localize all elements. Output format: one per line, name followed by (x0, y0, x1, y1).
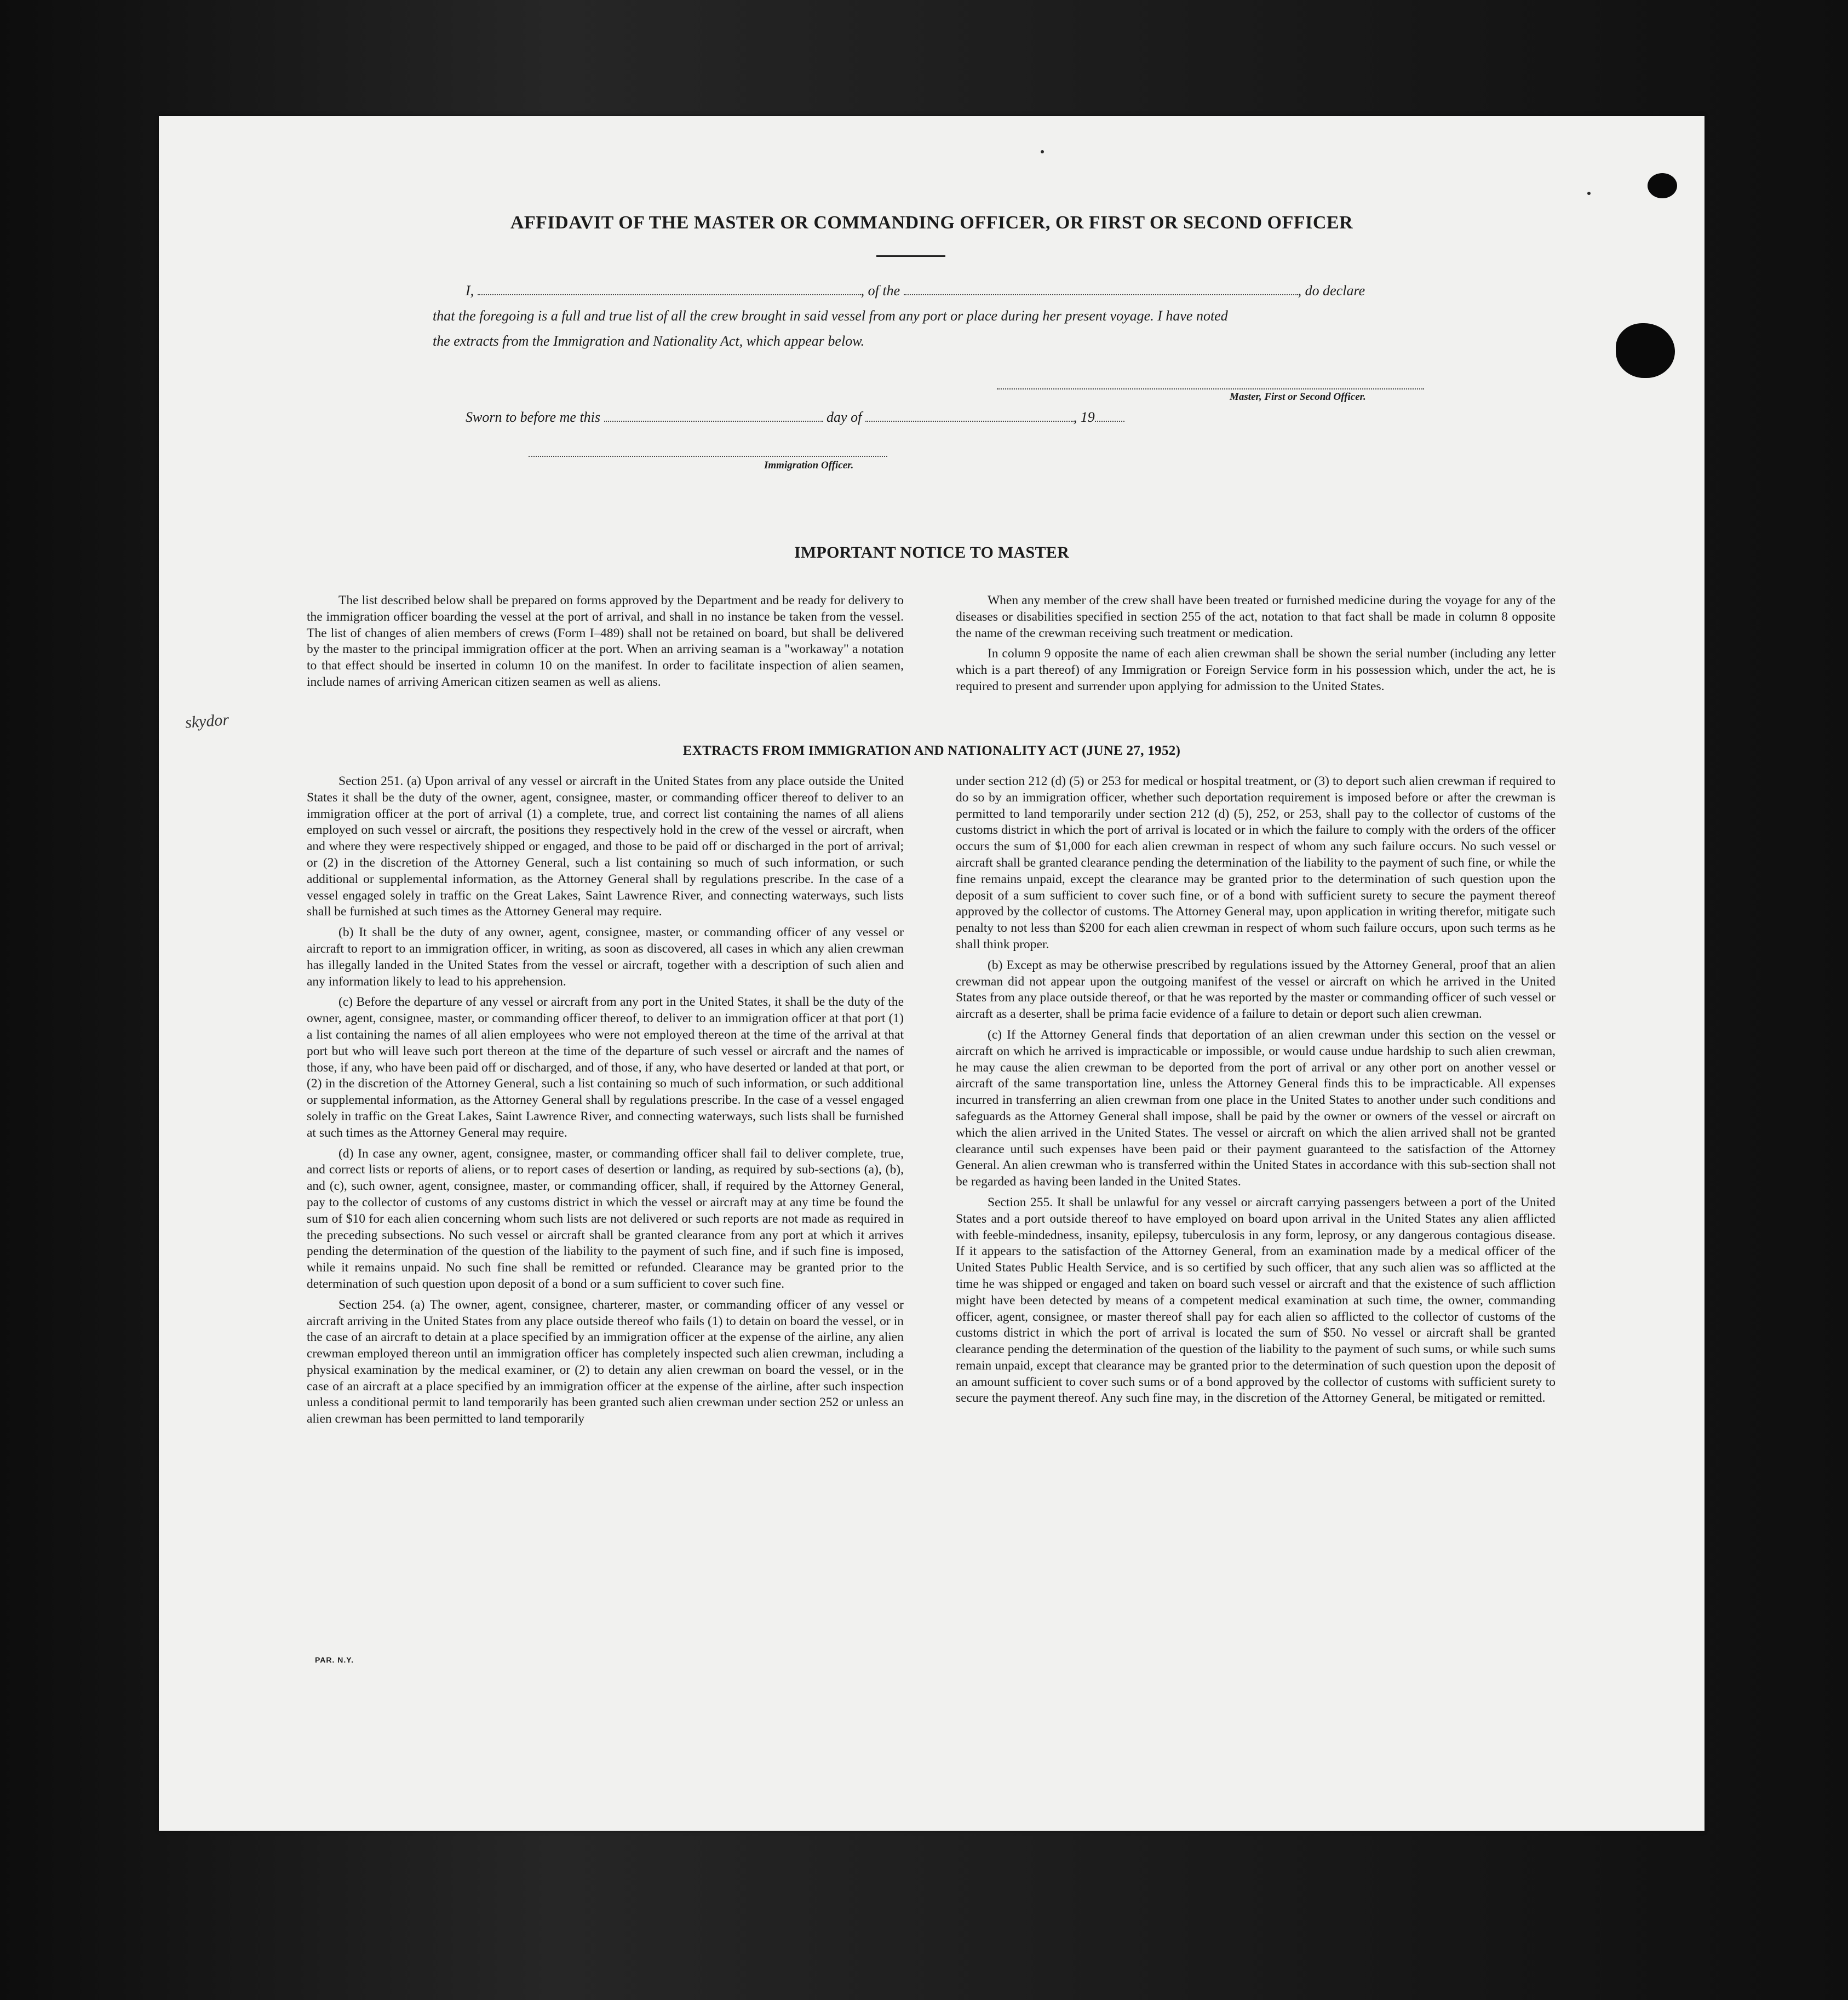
section-254-b: (b) Except as may be otherwise prescribed by regulations issued by the Attorney General, proof that an alien crewman did not appear upon the outgoing manifest of the vessel or aircraft on which he arrived in the United States from any place outside thereof, or that he was reported by the master or commanding officer of such vessel or aircraft as a deserter, shall be prima facie evidence of a failure to detain or deport such alien crewman. (956, 958, 1556, 1022)
speck (1587, 192, 1591, 195)
declaration-line-3: the extracts from the Immigration and Nationality Act, which appear below. (433, 333, 865, 349)
notice-right-column (956, 593, 1556, 700)
section-251-d: (d) In case any owner, agent, consignee, master, or commanding officer shall fail to deliver complete, true, and correct lists or reports of aliens, or to report cases of desertion or landing, as required by sub-sections (a), (b), and (c), such owner, agent, consignee, master, or commanding officer, shall, if required by the Attorney General, pay to the collector of customs of any customs district in which the vessel or aircraft may at any time be found the sum of $10 for each alien concerning whom such lists are not delivered or such reports are not made as required in the preceding subsections. No such vessel or aircraft shall be granted clearance from any port at which it arrives pending the determination of the question of the liability to the payment of such fine, and if such fine is imposed, while it remains unpaid. No such fine shall be remitted or refunded. Clearance may be granted prior to the determination of such question upon deposit of a bond or a sum sufficient to cover such fine. (307, 1146, 904, 1291)
sworn-month-blank (865, 410, 1074, 422)
name-blank (478, 283, 861, 295)
section-251-a: Section 251. (a) Upon arrival of any vessel or aircraft in the United States from any place outside the United States it shall be the duty of the owner, agent, consignee, master, or commanding officer thereof to deliver to an immigration officer at the port of arrival (1) a complete, true, and correct list containing the names of all aliens employed on such vessel or aircraft, the positions they respectively hold in the crew of the vessel or aircraft, when and where they were respectively shipped or engaged, and those to be paid off or discharged in the port of arrival; or (2) in the discretion of the Attorney General, such a list containing so much of such information, or such additional or supplemental information, as the Attorney General shall by regulations prescribe. In the case of a vessel engaged solely in traffic on the Great Lakes, Saint Lawrence River, and connecting waterways, such lists shall be furnished at such times as the Attorney General may require. (307, 774, 904, 919)
punch-hole (1616, 323, 1675, 378)
sworn-prefix: Sworn to before me this (466, 409, 601, 425)
affidavit-title: AFFIDAVIT OF THE MASTER OR COMMANDING OFFICER, OR FIRST OR SECOND OFFICER (510, 213, 1353, 233)
master-signature-line (997, 388, 1424, 389)
document-page (159, 116, 1704, 1831)
sworn-day-blank (604, 410, 823, 422)
declaration-line-2: that the foregoing is a full and true list of all the crew brought in said vessel from any port or place during her present voyage. I have noted (433, 308, 1228, 324)
notice-paragraph: In column 9 opposite the name of each alien crewman shall be shown the serial number (including any letter which is a part thereof) of any Immigration or Foreign Service form in his possession which, under the act, he is required to present and surrender upon applying for admission to the United States. (956, 646, 1556, 694)
printer-tag: PAR. N.Y. (315, 1655, 354, 1664)
title-rule (876, 255, 945, 257)
section-255: Section 255. It shall be unlawful for any vessel or aircraft carrying passengers between a port of the United States and a port outside thereof to have employed on board upon arrival in the United States any alien afflicted with feeble-mindedness, insanity, epilepsy, tuberculosis in any form, leprosy, or any dangerous contagious disease. If it appears to the satisfaction of the Attorney General, from an examination made by a medical officer of the United States Public Health Service, and is so certified by such officer, that any such alien was so afflicted at the time he was shipped or engaged and taken on board such vessel or aircraft and that the existence of such affliction might have been detected by means of a competent medical examination at such time, the owner, commanding officer, agent, consignee, or master thereof shall pay for each alien so afflicted to the collector of customs of the customs district in which the port of arrival is located the sum of $50. No vessel or aircraft shall be granted clearance pending the determination of the question of the liability to the payment of such sums, or while such sums remain unpaid, except that clearance may be granted prior to the determination of such question upon the deposit of an amount sufficient to cover such sums or of a bond approved by the collector of customs with sufficient surety to secure the payment thereof. Any such fine may, in the discretion of the Attorney General, be mitigated or remitted. (956, 1195, 1556, 1406)
vessel-blank (904, 283, 1298, 295)
sworn-line (466, 409, 1124, 426)
extracts-right-column (956, 773, 1556, 1411)
section-254-c: (c) If the Attorney General finds that deportation of an alien crewman under this section on the vessel or aircraft on which he arrived is impracticable or impossible, or would cause undue hardship to such alien crewman, he may cause the alien crewman to be deported from the port of arrival or any other port on another vessel or aircraft of the same transportation line, unless the Attorney General finds this to be impracticable. All expenses incurred in transferring an alien crewman from one place in the United States to another under such conditions and safeguards as the Attorney General shall impose, shall be paid by the owner or owners of the vessel or aircraft on which the alien arrived in the United States. The vessel or aircraft on which the alien arrived shall not be granted clearance until such expenses have been paid or their payment guaranteed to the satisfaction of the Attorney General. An alien crewman who is transferred within the United States in accordance with this sub-section shall not be regarded as having been landed in the United States. (956, 1027, 1556, 1189)
handwritten-margin-note: skydor (184, 710, 230, 732)
notice-title: IMPORTANT NOTICE TO MASTER (794, 543, 1070, 561)
declaration-line-1 (466, 278, 1556, 303)
decl-do-declare: , do declare (1298, 283, 1365, 299)
sworn-year-blank (1095, 410, 1124, 422)
speck (1041, 150, 1044, 153)
section-254-a-cont: under section 212 (d) (5) or 253 for medical or hospital treatment, or (3) to deport such alien crewman if required to do so by an immigration officer, whether such deportation requirement is imposed before or after the crewman is permitted to land temporarily under section 212 (d) (5), 252, or 253, shall pay to the collector of customs of the customs district in which the port of arrival is located or in which the failure to comply with the orders of the officer occurs the sum of $1,000 for each alien crewman in respect of whom any such failure occurs. No such vessel or aircraft shall be granted clearance pending the determination of the liability to the payment of such fine, or while the fine remains unpaid, except the clearance may be granted prior to the determination of such question upon the deposit of a sum sufficient to cover such fine, or of a bond with sufficient surety to secure the payment thereof approved by the collector of customs. The Attorney General may, upon application in writing therefor, mitigate such penalty to not less than $200 for each alien crewman in respect of whom such failure occurs, upon such terms as he shall think proper. (956, 774, 1556, 952)
immigration-officer-signature-line (529, 456, 887, 457)
master-signature-label: Master, First or Second Officer. (1230, 391, 1366, 403)
notice-left-column (307, 593, 904, 695)
decl-of-the: , of the (860, 283, 900, 299)
sworn-year: , 19 (1073, 409, 1095, 425)
immigration-officer-label: Immigration Officer. (764, 460, 854, 471)
notice-paragraph: The list described below shall be prepared on forms approved by the Department and be ready for delivery to the immigration officer boarding the vessel at the port of arrival, and shall in no instance be taken from the vessel. The list of changes of alien members of crews (Form I–489) shall not be retained on board, but shall be delivered by the master to the principal immigration officer at the port. When an arriving seaman is a "workaway" a notation to that effect should be inserted in column 10 on the manifest. In order to facilitate inspection of alien seamen, include names of arriving American citizen seamen as well as aliens. (307, 593, 904, 689)
extracts-left-column (307, 773, 904, 1432)
section-251-c: (c) Before the departure of any vessel or aircraft from any port in the United States, it shall be the duty of the owner, agent, consignee, master, or commanding officer thereof, to deliver to an immigration officer at that port (1) a list containing the names of all alien employees who were not employed thereon at the time of the arrival at that port but who will leave such port thereon at the time of the departure of such vessel or aircraft and the names of those, if any, who have been paid off or discharged, and of those, if any, who have deserted or landed at that port, or (2) in the discretion of the Attorney General, such a list containing so much of such information, or such additional or supplemental information, as the Attorney General shall by regulations prescribe. In the case of a vessel engaged solely in traffic on the Great Lakes, Saint Lawrence River, and connecting waterways, such lists shall be furnished at such times as the Attorney General may require. (307, 995, 904, 1140)
punch-hole (1648, 173, 1677, 198)
section-251-b: (b) It shall be the duty of any owner, agent, consignee, master, or commanding officer of any vessel or aircraft to report to an immigration officer, in writing, as soon as discovered, all cases in which any alien crewman has illegally landed in the United States from the vessel or aircraft, together with a description of such alien and any information likely to lead to his apprehension. (307, 925, 904, 989)
decl-i: I, (466, 283, 474, 299)
extracts-title: EXTRACTS FROM IMMIGRATION AND NATIONALITY ACT (JUNE 27, 1952) (682, 743, 1181, 758)
sworn-day-of: day of (827, 409, 862, 425)
notice-paragraph: When any member of the crew shall have been treated or furnished medicine during the voyage for any of the diseases or disabilities specified in section 255 of the act, notation to that fact shall be made in column 8 opposite the name of the crewman receiving such treatment or medication. (956, 593, 1556, 640)
section-254-a: Section 254. (a) The owner, agent, consignee, charterer, master, or commanding officer of any vessel or aircraft arriving in the United States from any place outside thereof who fails (1) to detain on board the vessel, or in the case of an aircraft to detain at a place specified by an immigration officer at the expense of the airline, any alien crewman employed thereon until an immigration officer has completely inspected such alien crewman, including a physical examination by the medical examiner, or (2) to detain any alien crewman on board the vessel, or in the case of an aircraft at a place specified by an immigration officer at the expense of the airline, after such inspection unless a conditional permit to land temporarily has been granted such alien crewman under section 252 or unless an alien crewman has been permitted to land temporarily (307, 1297, 904, 1426)
